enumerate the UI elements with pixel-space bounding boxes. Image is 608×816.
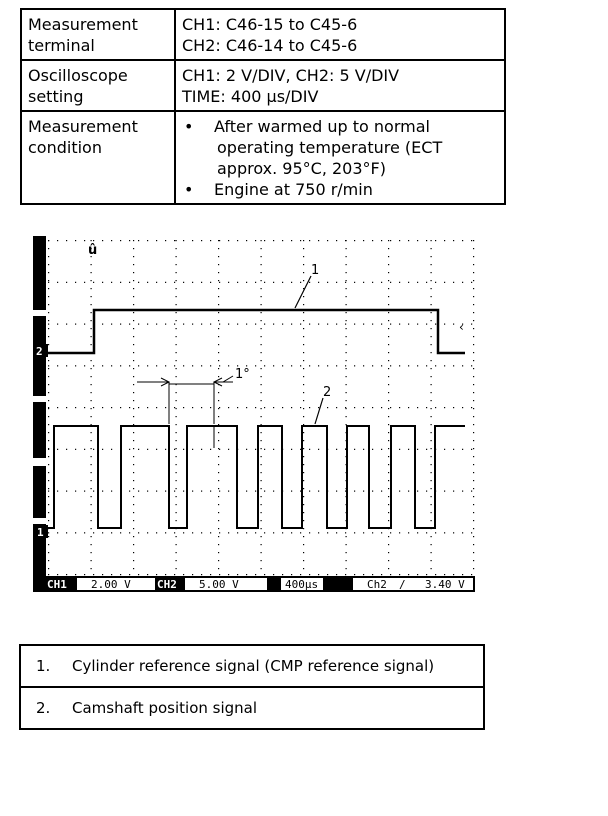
spec-key <box>21 111 175 204</box>
interval-callout-label: 1° <box>235 367 250 382</box>
signal-2-callout: 2 <box>323 385 332 400</box>
ch1-ref-marker-label: 1 <box>37 526 44 539</box>
ch2-volts-div: 5.00 V <box>199 578 239 591</box>
spec-value-line: CH1: 2 V/DIV, CH2: 5 V/DIV <box>182 66 400 85</box>
spec-key-line: Oscilloscope <box>28 66 128 85</box>
spec-value <box>175 60 505 111</box>
trigger-level: 3.40 V <box>425 578 465 591</box>
camshaft-position-trace <box>48 426 465 528</box>
spec-row-measurement-terminal <box>21 9 505 60</box>
spec-value-line: CH2: C46-14 to C45-6 <box>182 36 358 55</box>
ch2-ref-marker-label: 2 <box>36 345 43 358</box>
interval-callout <box>137 367 250 424</box>
spec-key-line: Measurement <box>28 117 138 136</box>
condition-list <box>182 116 498 200</box>
ch2-tag: CH2 <box>157 578 177 591</box>
trigger-marker: û <box>88 243 98 258</box>
trigger-source: Ch2 <box>367 578 387 591</box>
condition-line: operating temperature (ECT <box>217 138 443 157</box>
legend-row <box>20 645 484 687</box>
condition-line: • After warmed up to normal <box>214 117 430 136</box>
spec-row-oscilloscope-setting <box>21 60 505 111</box>
ch1-tag: CH1 <box>47 578 67 591</box>
legend-number: 1. <box>36 657 51 675</box>
oscilloscope-waveform <box>33 236 475 592</box>
legend-row <box>20 687 484 729</box>
scope-status-bar <box>33 576 475 592</box>
spec-value <box>175 9 505 60</box>
spec-table <box>20 8 506 205</box>
spec-key-line: terminal <box>28 36 95 55</box>
spec-key <box>21 60 175 111</box>
legend-cell <box>20 687 484 729</box>
condition-line: approx. 95°C, 203°F) <box>217 159 386 178</box>
signal-legend <box>19 644 485 730</box>
spec-value-line: TIME: 400 µs/DIV <box>182 87 319 106</box>
ch2-level-tick: ‹ <box>459 320 464 334</box>
trigger-slope-icon: ∕ <box>399 578 406 591</box>
signal-1-callout: 1 <box>311 263 320 278</box>
spec-value-line: CH1: C46-15 to C45-6 <box>182 15 358 34</box>
condition-line: • Engine at 750 r/min <box>214 180 373 199</box>
spec-key-line: Measurement <box>28 15 138 34</box>
timebase-readout: 400µs <box>285 578 319 591</box>
scope-graticule <box>48 240 474 575</box>
condition-item <box>182 116 498 179</box>
condition-item <box>182 179 498 200</box>
ch1-volts-div: 2.00 V <box>91 578 131 591</box>
spec-value <box>175 111 505 204</box>
spec-key <box>21 9 175 60</box>
spec-row-measurement-condition <box>21 111 505 204</box>
legend-label: Cylinder reference signal (CMP reference signal) <box>72 657 435 675</box>
legend-label: Camshaft position signal <box>72 699 258 717</box>
cylinder-reference-trace <box>48 310 465 353</box>
legend-cell <box>20 645 484 687</box>
spec-key-line: setting <box>28 87 84 106</box>
legend-number: 2. <box>36 699 51 717</box>
spec-key-line: condition <box>28 138 102 157</box>
